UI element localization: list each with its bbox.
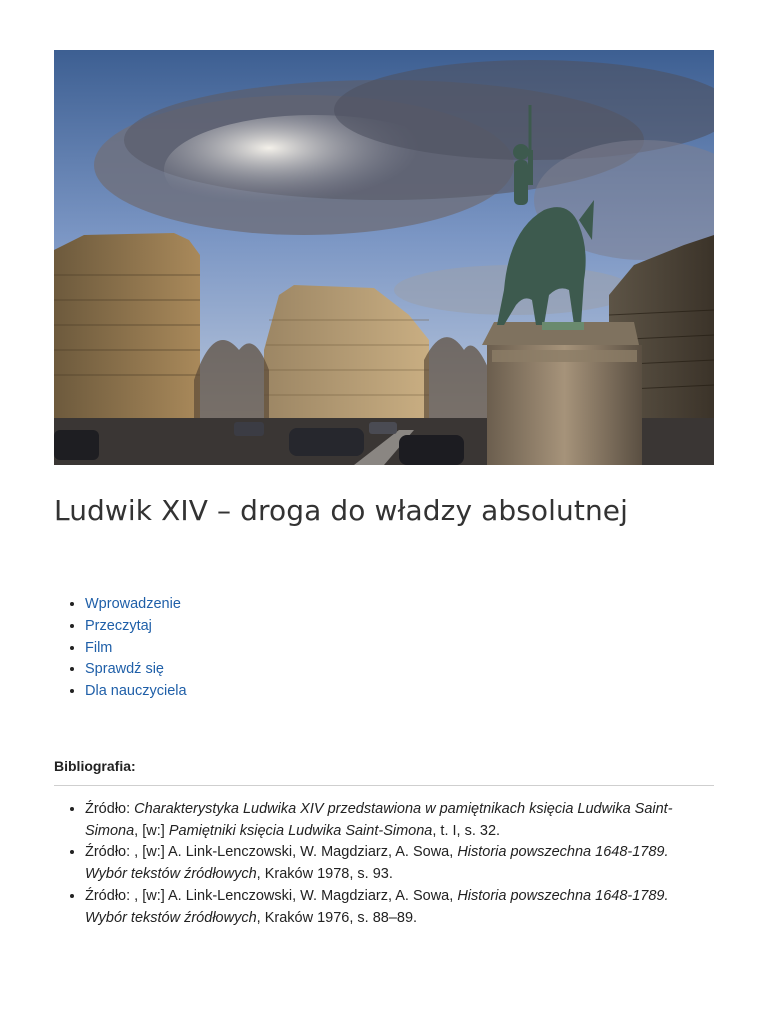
paris-equestrian-statue-photo — [54, 50, 714, 465]
source-prefix: Źródło: — [85, 801, 135, 817]
nav-link-przeczytaj[interactable]: Przeczytaj — [85, 617, 152, 634]
source-work: Pamiętniki księcia Ludwika Saint-Simona — [168, 822, 433, 839]
nav-link-wprowadzenie[interactable]: Wprowadzenie — [85, 596, 181, 612]
source-prefix: Źródło: , [w:] A. Link-Lenczowski, W. Magdziarz, A. Sowa, — [85, 844, 458, 861]
nav-item-wprowadzenie — [85, 594, 187, 616]
source-prefix: Źródło: , [w:] A. Link-Lenczowski, W. Magdziarz, A. Sowa, — [85, 887, 458, 904]
source-title: Charakterystyka Ludwika XIV przedstawiona w pamiętnikach księcia Ludwika Saint-Simona — [85, 801, 673, 839]
page-title: Ludwik XIV – droga do władzy absolutnej — [54, 494, 629, 527]
bibliography-item — [85, 842, 714, 885]
nav-item-dla-nauczyciela — [85, 681, 187, 703]
nav-item-sprawdz-sie — [85, 659, 187, 681]
nav-link-sprawdz-sie[interactable]: Sprawdź się — [85, 661, 164, 678]
bibliography-item — [85, 799, 714, 842]
nav-item-film — [85, 638, 187, 660]
source-suffix: , Kraków 1978, s. 93. — [256, 866, 393, 883]
nav-link-dla-nauczyciela[interactable]: Dla nauczyciela — [85, 683, 187, 700]
nav-link-film[interactable]: Film — [85, 639, 113, 656]
bibliography-item — [85, 886, 714, 929]
section-nav — [54, 594, 187, 703]
source-suffix: , t. I, s. 32. — [432, 822, 501, 839]
source-work: Historia powszechna 1648-1789. Wybór tekstów źródłowych — [85, 844, 669, 883]
bibliography-list — [54, 799, 714, 929]
source-suffix: , Kraków 1976, s. 88–89. — [256, 909, 418, 926]
divider — [54, 785, 714, 786]
nav-item-przeczytaj — [85, 616, 187, 638]
bibliography-heading: Bibliografia: — [54, 758, 136, 774]
source-work: Historia powszechna 1648-1789. Wybór tekstów źródłowych — [85, 887, 669, 926]
hero-image — [54, 50, 714, 465]
source-mid: , [w:] — [134, 822, 169, 839]
